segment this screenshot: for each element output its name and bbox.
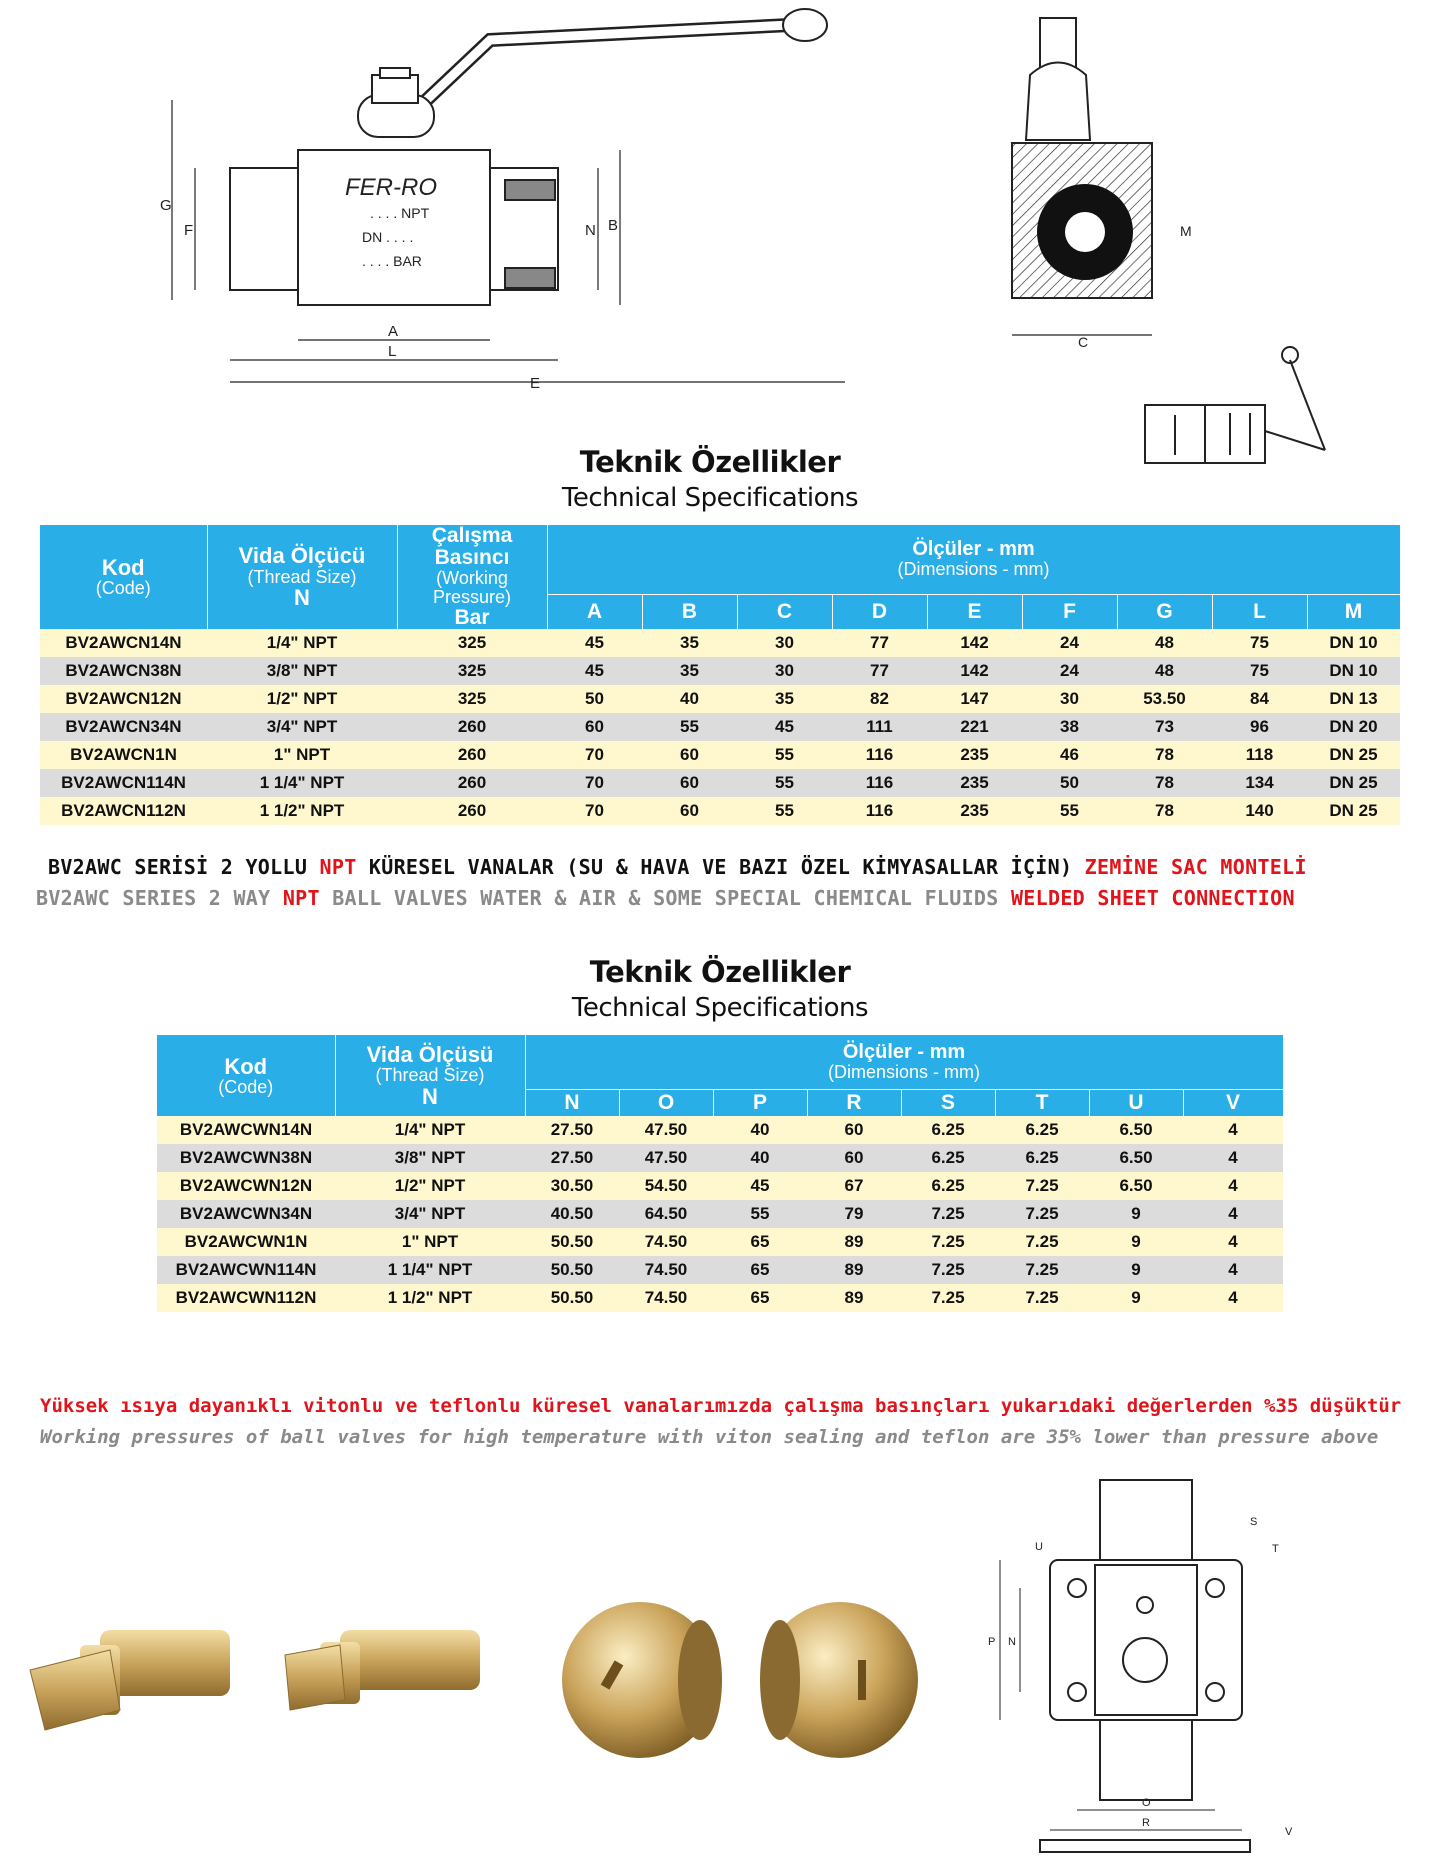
table-cell: 89: [807, 1284, 901, 1312]
dim-label-n: N: [585, 222, 596, 239]
table-cell: 74.50: [619, 1256, 713, 1284]
table-cell: 60: [642, 741, 737, 769]
svg-text:N: N: [1008, 1636, 1016, 1648]
table-cell: 7.25: [995, 1200, 1089, 1228]
table-cell: 70: [547, 769, 642, 797]
valve-symbol: [1140, 345, 1340, 475]
table-cell: 74.50: [619, 1284, 713, 1312]
table-cell: 3/4" NPT: [207, 713, 397, 741]
ball-part-icon: [562, 1602, 722, 1758]
table-row: [40, 685, 1400, 713]
table-cell: 1/4" NPT: [207, 629, 397, 657]
table-cell: 7.25: [995, 1256, 1089, 1284]
table-cell: 7.25: [995, 1284, 1089, 1312]
table-cell: 60: [807, 1116, 901, 1144]
spec-table-2-body: [157, 1116, 1283, 1312]
dim-label-a: A: [388, 323, 399, 340]
table-cell: 134: [1212, 769, 1307, 797]
table-cell: 3/8" NPT: [207, 657, 397, 685]
table-cell: 55: [737, 797, 832, 825]
table-cell: 6.25: [995, 1144, 1089, 1172]
table-cell: 35: [642, 657, 737, 685]
table-cell: 30.50: [525, 1172, 619, 1200]
dim-label-b: B: [608, 217, 619, 234]
table-cell: 6.25: [901, 1172, 995, 1200]
table-cell: DN 25: [1307, 797, 1400, 825]
table-cell: 46: [1022, 741, 1117, 769]
spec-table-2: [157, 1035, 1284, 1312]
table-cell: 75: [1212, 629, 1307, 657]
th-letter: P: [713, 1090, 807, 1117]
table-cell: 65: [713, 1256, 807, 1284]
table-cell: BV2AWCWN38N: [157, 1144, 335, 1172]
table-cell: 60: [547, 713, 642, 741]
spec-table-1: [40, 525, 1401, 825]
table-row: [40, 797, 1400, 825]
table-cell: 27.50: [525, 1116, 619, 1144]
table-row: [157, 1116, 1283, 1144]
th-dimensions: Ölçüler - mm (Dimensions - mm): [525, 1035, 1283, 1090]
table-cell: 6.25: [901, 1144, 995, 1172]
table-cell: 1 1/2" NPT: [207, 797, 397, 825]
table-cell: 6.50: [1089, 1144, 1183, 1172]
table-cell: 1" NPT: [335, 1228, 525, 1256]
th-dimensions: Ölçüler - mm (Dimensions - mm): [547, 525, 1400, 594]
th-letter: V: [1183, 1090, 1283, 1117]
th-letter: R: [807, 1090, 901, 1117]
table-cell: 40: [713, 1116, 807, 1144]
table-cell: 140: [1212, 797, 1307, 825]
svg-text:U: U: [1035, 1541, 1043, 1553]
table-cell: 3/4" NPT: [335, 1200, 525, 1228]
table-cell: 9: [1089, 1200, 1183, 1228]
table-cell: BV2AWCN12N: [40, 685, 207, 713]
plate-line-bar: . . . . BAR: [362, 253, 422, 269]
section2-title-tr: Teknik Özellikler: [589, 955, 851, 989]
table-cell: 1 1/2" NPT: [335, 1284, 525, 1312]
plate-drawing: [980, 1470, 1310, 1865]
table-cell: 40: [713, 1144, 807, 1172]
th-thread: Vida Ölçücü (Thread Size) N: [207, 525, 397, 629]
table-cell: DN 25: [1307, 769, 1400, 797]
table-cell: BV2AWCN112N: [40, 797, 207, 825]
plate-line-dn: DN . . . .: [362, 229, 414, 245]
th-letter: C: [737, 594, 832, 629]
svg-text:R: R: [1142, 1817, 1150, 1829]
table-cell: 78: [1117, 741, 1212, 769]
table-cell: 48: [1117, 629, 1212, 657]
table-cell: 30: [1022, 685, 1117, 713]
dim-label-g: G: [160, 197, 172, 214]
note-en: Working pressures of ball valves for high temperature with viton sealing and teflon are 35% lower than pressure above: [40, 1426, 1379, 1448]
svg-text:T: T: [1272, 1543, 1279, 1555]
table-row: [157, 1228, 1283, 1256]
table-cell: 55: [713, 1200, 807, 1228]
table-cell: 9: [1089, 1284, 1183, 1312]
spec-table-1-body: [40, 629, 1400, 825]
table-cell: 4: [1183, 1144, 1283, 1172]
table-row: [157, 1144, 1283, 1172]
table-cell: 67: [807, 1172, 901, 1200]
th-letter: T: [995, 1090, 1089, 1117]
table-cell: 50: [1022, 769, 1117, 797]
table-cell: 70: [547, 797, 642, 825]
svg-text:S: S: [1250, 1516, 1258, 1528]
table-cell: 6.25: [901, 1116, 995, 1144]
table-cell: 6.50: [1089, 1172, 1183, 1200]
table-row: [40, 741, 1400, 769]
svg-text:P: P: [988, 1636, 996, 1648]
table-cell: DN 10: [1307, 657, 1400, 685]
table-cell: BV2AWCWN12N: [157, 1172, 335, 1200]
table-cell: BV2AWCWN1N: [157, 1228, 335, 1256]
table-cell: 74.50: [619, 1228, 713, 1256]
note-tr: Yüksek ısıya dayanıklı vitonlu ve teflonlu küresel vanalarımızda çalışma basınçları yukarıdaki değerlerden %35 düşüktür: [40, 1395, 1402, 1417]
table-cell: 54.50: [619, 1172, 713, 1200]
th-letter: E: [927, 594, 1022, 629]
table-cell: 4: [1183, 1228, 1283, 1256]
table-cell: 47.50: [619, 1144, 713, 1172]
table-cell: 60: [807, 1144, 901, 1172]
section2-title-en: Technical Specifications: [571, 993, 869, 1023]
th-letter: G: [1117, 594, 1212, 629]
table-cell: 6.50: [1089, 1116, 1183, 1144]
table-cell: 73: [1117, 713, 1212, 741]
table-cell: 50.50: [525, 1228, 619, 1256]
table-cell: 4: [1183, 1284, 1283, 1312]
table-cell: 1/2" NPT: [207, 685, 397, 713]
brand-text: FER-RO: [345, 174, 437, 201]
table-cell: 4: [1183, 1200, 1283, 1228]
table-cell: 27.50: [525, 1144, 619, 1172]
table-cell: 65: [713, 1284, 807, 1312]
table-cell: 1" NPT: [207, 741, 397, 769]
table-cell: 116: [832, 741, 927, 769]
table-cell: BV2AWCWN112N: [157, 1284, 335, 1312]
table-cell: BV2AWCN14N: [40, 629, 207, 657]
table-cell: 260: [397, 797, 547, 825]
th-letter: B: [642, 594, 737, 629]
table-cell: 84: [1212, 685, 1307, 713]
table-cell: 1 1/4" NPT: [207, 769, 397, 797]
svg-text:M: M: [1180, 223, 1192, 239]
table-row: [157, 1200, 1283, 1228]
table-cell: 235: [927, 769, 1022, 797]
table-cell: 30: [737, 629, 832, 657]
table-cell: 38: [1022, 713, 1117, 741]
table-cell: 45: [737, 713, 832, 741]
table-cell: 45: [547, 657, 642, 685]
table-cell: 78: [1117, 797, 1212, 825]
table-cell: 89: [807, 1256, 901, 1284]
table-row: [40, 657, 1400, 685]
svg-text:O: O: [1142, 1797, 1151, 1809]
parts-illustration: [20, 1560, 920, 1820]
table-cell: 221: [927, 713, 1022, 741]
dim-label-e: E: [530, 375, 541, 392]
table-cell: 4: [1183, 1256, 1283, 1284]
table-cell: DN 25: [1307, 741, 1400, 769]
th-letter: N: [525, 1090, 619, 1117]
table-row: [157, 1284, 1283, 1312]
table-cell: 35: [737, 685, 832, 713]
table-cell: 7.25: [901, 1256, 995, 1284]
table-cell: 60: [642, 797, 737, 825]
table-cell: 1 1/4" NPT: [335, 1256, 525, 1284]
th-letter: F: [1022, 594, 1117, 629]
plate-line-npt: . . . . NPT: [370, 205, 430, 221]
table-cell: 50.50: [525, 1256, 619, 1284]
table-cell: 116: [832, 769, 927, 797]
table-cell: 142: [927, 629, 1022, 657]
th-letter: S: [901, 1090, 995, 1117]
th-letter: O: [619, 1090, 713, 1117]
th-letter: M: [1307, 594, 1400, 629]
table-cell: 55: [737, 741, 832, 769]
table-cell: 82: [832, 685, 927, 713]
th-thread: Vida Ölçüsü (Thread Size) N: [335, 1035, 525, 1116]
table-cell: BV2AWCN38N: [40, 657, 207, 685]
table-cell: 260: [397, 713, 547, 741]
table-cell: 75: [1212, 657, 1307, 685]
th-letter: L: [1212, 594, 1307, 629]
th-pressure: Çalışma Basıncı (Working Pressure) Bar: [397, 525, 547, 629]
valve-front-drawing: [0, 0, 860, 400]
table-cell: 4: [1183, 1172, 1283, 1200]
table-cell: BV2AWCN34N: [40, 713, 207, 741]
table-cell: BV2AWCWN114N: [157, 1256, 335, 1284]
table-cell: 24: [1022, 657, 1117, 685]
th-code: Kod (Code): [40, 525, 207, 629]
table-cell: 7.25: [995, 1228, 1089, 1256]
table-cell: 116: [832, 797, 927, 825]
stem-part-icon: [285, 1630, 480, 1710]
table-cell: 35: [642, 629, 737, 657]
table-cell: 30: [737, 657, 832, 685]
table-cell: 77: [832, 629, 927, 657]
table-cell: 55: [642, 713, 737, 741]
table-cell: 40: [642, 685, 737, 713]
table-cell: 6.25: [995, 1116, 1089, 1144]
section1-title-en: Technical Specifications: [561, 483, 859, 513]
series-title-en: BV2AWC SERIES 2 WAY NPT BALL VALVES WATER & AIR & SOME SPECIAL CHEMICAL FLUIDS WELDED SHEET CONNECTION: [36, 886, 1295, 910]
table-row: [157, 1256, 1283, 1284]
table-cell: DN 10: [1307, 629, 1400, 657]
section1-title-tr: Teknik Özellikler: [579, 445, 841, 479]
table-cell: 325: [397, 657, 547, 685]
table-cell: 9: [1089, 1256, 1183, 1284]
table-cell: 4: [1183, 1116, 1283, 1144]
table-cell: 45: [547, 629, 642, 657]
table-cell: 1/2" NPT: [335, 1172, 525, 1200]
stem-part-icon: [30, 1630, 230, 1730]
table-cell: 7.25: [901, 1200, 995, 1228]
table-cell: 47.50: [619, 1116, 713, 1144]
table-cell: 7.25: [995, 1172, 1089, 1200]
table-cell: BV2AWCN114N: [40, 769, 207, 797]
table-cell: 79: [807, 1200, 901, 1228]
table-cell: 55: [1022, 797, 1117, 825]
table-cell: 64.50: [619, 1200, 713, 1228]
table-cell: 53.50: [1117, 685, 1212, 713]
table-cell: 78: [1117, 769, 1212, 797]
table-cell: 325: [397, 629, 547, 657]
table-row: [40, 769, 1400, 797]
svg-text:C: C: [1078, 334, 1089, 350]
table-cell: 48: [1117, 657, 1212, 685]
th-code: Kod (Code): [157, 1035, 335, 1116]
table-cell: 77: [832, 657, 927, 685]
table-cell: 9: [1089, 1228, 1183, 1256]
table-cell: 40.50: [525, 1200, 619, 1228]
ball-part-icon: [760, 1602, 918, 1758]
th-letter: D: [832, 594, 927, 629]
table-row: [40, 713, 1400, 741]
table-cell: 45: [713, 1172, 807, 1200]
table-cell: 96: [1212, 713, 1307, 741]
table-cell: 235: [927, 797, 1022, 825]
table-cell: 24: [1022, 629, 1117, 657]
table-cell: 50.50: [525, 1284, 619, 1312]
table-cell: 7.25: [901, 1284, 995, 1312]
th-letter: A: [547, 594, 642, 629]
table-cell: 111: [832, 713, 927, 741]
table-cell: 235: [927, 741, 1022, 769]
table-cell: BV2AWCWN34N: [157, 1200, 335, 1228]
table-cell: 147: [927, 685, 1022, 713]
table-cell: BV2AWCWN14N: [157, 1116, 335, 1144]
dim-label-f: F: [184, 222, 194, 239]
table-cell: 65: [713, 1228, 807, 1256]
table-cell: 60: [642, 769, 737, 797]
table-cell: 89: [807, 1228, 901, 1256]
valve-side-drawing: [1000, 0, 1200, 360]
series-title-tr: BV2AWC SERİSİ 2 YOLLU NPT KÜRESEL VANALAR (SU & HAVA VE BAZI ÖZEL KİMYASALLAR İÇİN) ZEMİNE SAC MONTELİ: [48, 855, 1307, 879]
table-cell: 325: [397, 685, 547, 713]
table-row: [40, 629, 1400, 657]
table-cell: DN 20: [1307, 713, 1400, 741]
table-cell: 142: [927, 657, 1022, 685]
table-cell: 70: [547, 741, 642, 769]
th-letter: U: [1089, 1090, 1183, 1117]
table-cell: DN 13: [1307, 685, 1400, 713]
table-cell: 260: [397, 769, 547, 797]
table-cell: 50: [547, 685, 642, 713]
table-cell: 260: [397, 741, 547, 769]
table-cell: 7.25: [901, 1228, 995, 1256]
table-cell: 55: [737, 769, 832, 797]
svg-text:V: V: [1285, 1826, 1293, 1838]
table-cell: 118: [1212, 741, 1307, 769]
table-cell: 1/4" NPT: [335, 1116, 525, 1144]
dim-label-l: L: [388, 343, 397, 360]
table-cell: 3/8" NPT: [335, 1144, 525, 1172]
table-row: [157, 1172, 1283, 1200]
table-cell: BV2AWCN1N: [40, 741, 207, 769]
